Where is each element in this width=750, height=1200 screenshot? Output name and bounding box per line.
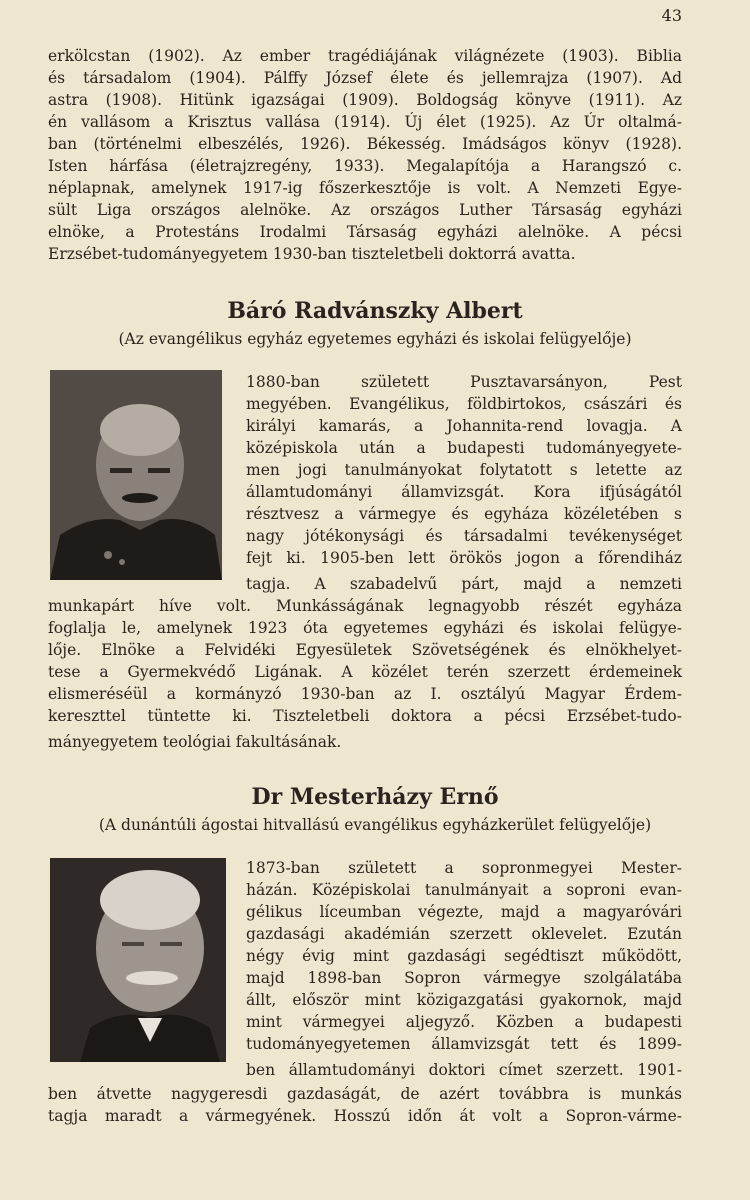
portrait-photo [50,858,226,1062]
text-line: 1873-ban született a sopronmegyei Mester- [246,859,682,877]
text-line: kereszttel tüntette ki. Tiszteletbeli doktora a pécsi Erzsébet-tudo- [48,707,682,725]
text-line: lője. Elnöke a Felvidéki Egyesületek Szövetségének és elnökhelyet- [48,641,682,659]
text-line: tudományegyetemen államvizsgát tett és 1899- [246,1035,682,1053]
text-line: állt, először mint közigazgatási gyakornok, majd [246,991,682,1009]
text-line: tagja. A szabadelvű párt, majd a nemzeti [246,575,682,593]
text-line: elismeréséül a kormányzó 1930-ban az I. osztályú Magyar Érdem- [48,685,682,703]
text-line: erkölcstan (1902). Az ember tragédiájának világnézete (1903). Biblia [48,47,682,65]
text-line: sült Liga országos alelnöke. Az országos Luther Társaság egyházi [48,201,682,219]
text-line: Isten hárfása (életrajzregény, 1933). Megalapítója a Harangszó c. [48,157,682,175]
biography-title: (Az evangélikus egyház egyetemes egyházi és iskolai felügyelője) [118,330,632,348]
text-line: nagy jótékonysági és társadalmi tevékenységet [246,527,682,545]
text-line: ben államtudományi doktori címet szerzett. 1901- [246,1061,682,1079]
portrait-illustration [50,858,226,1062]
biography-name: Báró Radvánszky Albert [227,298,523,324]
biography-title: (A dunántúli ágostai hitvallású evangélikus egyházkerület felügyelője) [98,816,652,834]
text-line: astra (1908). Hitünk igazságai (1909). Boldogság könyve (1911). Az [48,91,682,109]
text-line: fejt ki. 1905-ben lett örökös jogon a főrendiház [246,549,682,567]
text-line: középiskola után a budapesti tudományegyete- [246,439,682,457]
text-line: 1880-ban született Pusztavarsányon, Pest [246,373,682,391]
text-line: gélikus líceumban végezte, majd a magyaróvári [246,903,682,921]
text-line: men jogi tanulmányokat folytatott s letette az [246,461,682,479]
text-line: tese a Gyermekvédő Ligának. A közélet terén szerzett érdemeinek [48,663,682,681]
text-line: királyi kamarás, a Johannita-rend lovagja. A [246,417,682,435]
text-line: mint vármegyei aljegyző. Közben a budapesti [246,1013,682,1031]
text-line: résztvesz a vármegye és egyháza közéletében s [246,505,682,523]
text-line: ben átvette nagygeresdi gazdaságát, de azért továbbra is munkás [48,1085,682,1103]
text-line: Erzsébet-tudományegyetem 1930-ban tiszteletbeli doktorrá avatta. [48,245,576,263]
text-line: mányegyetem teológiai fakultásának. [48,733,342,751]
text-line: államtudományi államvizsgát. Kora ifjúságától [246,483,682,501]
text-line: majd 1898-ban Sopron vármegye szolgálatába [246,969,682,987]
text-line: én vallásom a Krisztus vallása (1914). Új élet (1925). Az Úr oltalmá- [48,113,682,131]
text-line: gazdasági akadémián szerzett oklevelet. Ezután [246,925,682,943]
portrait-photo [50,370,222,580]
text-line: négy évig mint gazdasági segédtiszt működött, [246,947,682,965]
text-line: házán. Középiskolai tanulmányait a soproni evan- [246,881,682,899]
portrait-illustration [50,370,222,580]
text-line: foglalja le, amelynek 1923 óta egyetemes egyházi és iskolai felügye- [48,619,682,637]
text-line: ban (történelmi elbeszélés, 1926). Békesség. Imádságos könyv (1928). [48,135,682,153]
page-number: 43 [661,6,682,25]
text-line: megyében. Evangélikus, földbirtokos, császári és [246,395,682,413]
biography-name: Dr Mesterházy Ernő [251,784,499,810]
text-line: néplapnak, amelynek 1917-ig főszerkesztője is volt. A Nemzeti Egye- [48,179,682,197]
text-line: munkapárt híve volt. Munkásságának legnagyobb részét egyháza [48,597,682,615]
text-line: tagja maradt a vármegyének. Hosszú időn át volt a Sopron-várme- [48,1107,682,1125]
text-line: elnöke, a Protestáns Irodalmi Társaság egyházi alelnöke. A pécsi [48,223,682,241]
text-line: és társadalom (1904). Pálffy József élete és jellemrajza (1907). Ad [48,69,682,87]
